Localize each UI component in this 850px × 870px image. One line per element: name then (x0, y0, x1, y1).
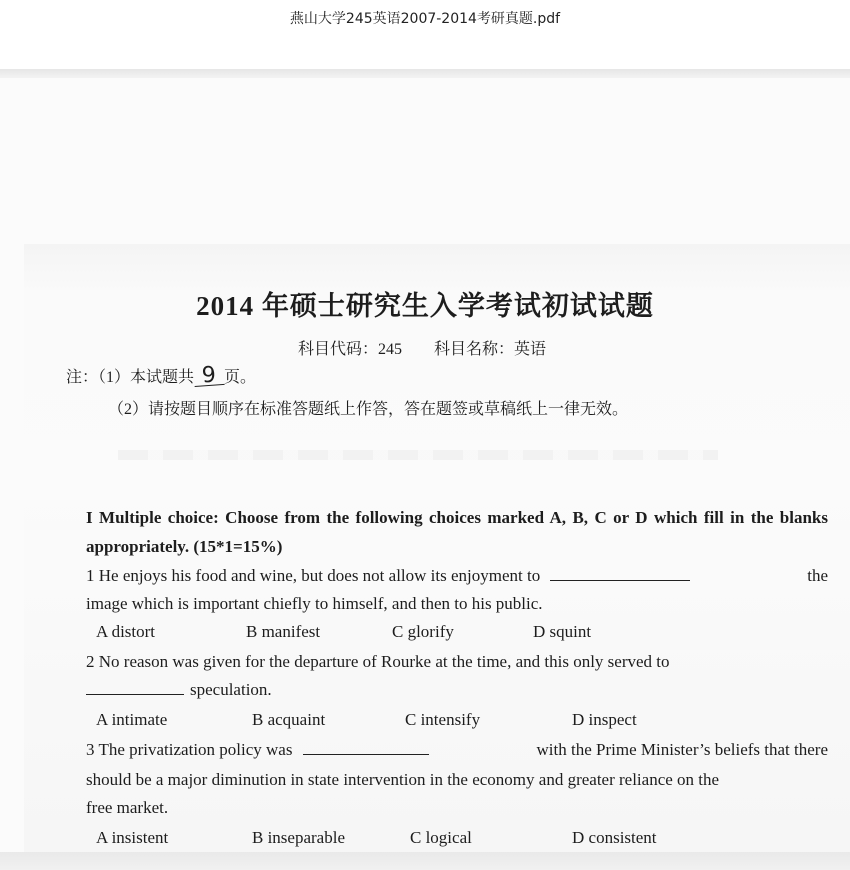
question-2-text: speculation. (190, 680, 272, 699)
question-1-option-b: B manifest (246, 622, 321, 641)
question-3-option-c: C logical (410, 828, 472, 847)
subject-name: 科目名称：英语 (434, 341, 547, 358)
question-2-line-2 (86, 680, 828, 700)
question-2-option-c: C intensify (405, 710, 481, 729)
note-answer-instruction: （2）请按题目顺序在标准答题纸上作答，答在题签或草稿纸上一律无效。 (108, 401, 629, 418)
question-3-line-2: should be a major diminution in state intervention in the economy and greater reliance on the (86, 770, 720, 789)
question-1-text-a: 1 He enjoys his food and wine, but does not allow its enjoyment to (86, 566, 541, 585)
note1-suffix: 页。 (224, 369, 257, 386)
question-3-text-a: 3 The privatization policy was (86, 740, 293, 759)
question-3-text-b: with the Prime Minister’s beliefs that there (536, 740, 828, 759)
section-heading: I Multiple choice: Choose from the following choices marked A, B, C or D which fill in the blanks appropriately. (15*1=15%) (86, 508, 828, 556)
faded-print-line (118, 450, 718, 460)
page-separator (0, 69, 850, 78)
note1-prefix: 注：（1）本试题共 (66, 369, 195, 386)
subject-code: 科目代码：245 (298, 341, 403, 358)
question-3-line-1 (86, 740, 828, 760)
question-1-option-a: A distort (96, 622, 156, 641)
question-1-blank (550, 566, 690, 581)
question-1-option-d: D squint (533, 622, 592, 641)
question-1-option-c: C glorify (392, 622, 454, 641)
question-3-option-a: A insistent (96, 828, 169, 847)
question-2-blank (86, 680, 184, 695)
page-separator-bottom (0, 852, 850, 870)
document-title: 燕山大学245英语2007-2014考研真题.pdf (289, 11, 561, 27)
question-3-option-b: B inseparable (252, 828, 345, 847)
pdf-page (0, 78, 850, 852)
handwritten-page-count: 9 (193, 366, 224, 387)
question-3-line-3: free market. (86, 798, 169, 817)
question-3-blank (303, 740, 429, 755)
question-2-option-d: D inspect (572, 710, 637, 729)
question-1-line-2: image which is important chiefly to himself, and then to his public. (86, 594, 543, 613)
question-3-option-d: D consistent (572, 828, 657, 847)
question-1-text-b: the (807, 566, 828, 585)
question-1-line-1 (86, 566, 828, 586)
question-2-line-1: 2 No reason was given for the departure of Rourke at the time, and this only served to (86, 652, 670, 671)
question-2-option-b: B acquaint (252, 710, 326, 729)
note-page-count (66, 364, 256, 387)
exam-title: 2014 年硕士研究生入学考试初试试题 (196, 291, 654, 321)
question-2-option-a: A intimate (96, 710, 168, 729)
subject-line (298, 336, 546, 359)
